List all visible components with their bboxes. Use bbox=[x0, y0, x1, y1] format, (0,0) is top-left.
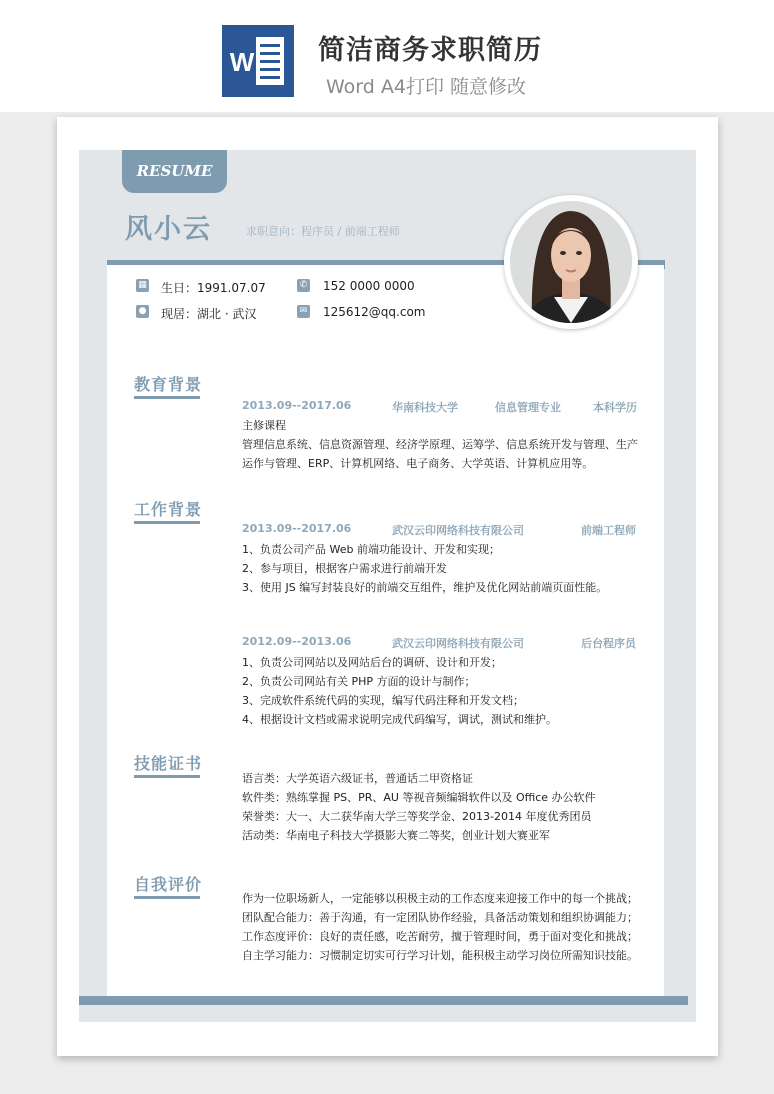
job-1-duty-2: 2、参与项目，根据客户需求进行前端开发 bbox=[242, 562, 447, 575]
calendar-icon: ▦ bbox=[136, 279, 149, 292]
education-school: 华南科技大学 bbox=[392, 401, 458, 414]
education-title: 教育背景 bbox=[134, 375, 203, 394]
self-eval-item: 工作态度评价：良好的责任感，吃苦耐劳，擅于管理时间，勇于面对变化和挑战； bbox=[242, 930, 638, 943]
location-text: 现居：湖北 · 武汉 bbox=[161, 307, 257, 321]
portrait-image bbox=[510, 201, 632, 323]
resume-tab: RESUME bbox=[122, 150, 227, 193]
self-eval-title: 自我评价 bbox=[134, 875, 203, 894]
phone-icon: ✆ bbox=[297, 279, 310, 292]
location-pin-icon: ● bbox=[136, 305, 149, 318]
education-period: 2013.09--2017.06 bbox=[242, 399, 352, 412]
phone-text: 152 0000 0000 bbox=[323, 279, 415, 293]
email-icon: ✉ bbox=[297, 305, 310, 318]
skills-title: 技能证书 bbox=[134, 754, 203, 773]
courses-line-2: 运作与管理、ERP、计算机网络、电子商务、大学英语、计算机应用等。 bbox=[242, 457, 594, 470]
job-1-period: 2013.09--2017.06 bbox=[242, 522, 352, 535]
job-2-period: 2012.09--2013.06 bbox=[242, 635, 352, 648]
job-2-duty-1: 1、负责公司网站以及网站后台的调研、设计和开发； bbox=[242, 656, 502, 669]
header-subtitle: Word A4打印 随意修改 bbox=[326, 76, 527, 98]
job-2-duty-4: 4、根据设计文档或需求说明完成代码编写，调试，测试和维护。 bbox=[242, 713, 557, 726]
work-underline bbox=[134, 521, 200, 524]
skills-underline bbox=[134, 775, 200, 778]
education-underline bbox=[134, 396, 200, 399]
self-eval-item: 作为一位职场新人，一定能够以积极主动的工作态度来迎接工作中的每一个挑战； bbox=[242, 892, 638, 905]
email-text: 125612@qq.com bbox=[323, 305, 426, 319]
self-eval-item: 团队配合能力：善于沟通，有一定团队协作经验，具备活动策划和组织协调能力； bbox=[242, 911, 638, 924]
job-2-role: 后台程序员 bbox=[581, 637, 636, 650]
birthday-text: 生日：1991.07.07 bbox=[161, 281, 266, 295]
job-1-duty-3: 3、使用 JS 编写封装良好的前端交互组件，维护及优化网站前端页面性能。 bbox=[242, 581, 608, 594]
skill-item: 语言类：大学英语六级证书，普通话二甲资格证 bbox=[242, 772, 473, 785]
profile-photo bbox=[504, 195, 638, 329]
skill-item: 荣誉类：大一、大二获华南大学三等奖学金、2013-2014 年度优秀团员 bbox=[242, 810, 592, 823]
candidate-name: 风小云 bbox=[125, 214, 212, 245]
self-eval-item: 自主学习能力：习惯制定切实可行学习计划，能积极主动学习岗位所需知识技能。 bbox=[242, 949, 638, 962]
course-label: 主修课程 bbox=[242, 419, 286, 432]
job-1-company: 武汉云印网络科技有限公司 bbox=[392, 524, 524, 537]
resume-page bbox=[57, 117, 718, 1056]
resume-panel bbox=[79, 150, 696, 1022]
job-2-duty-2: 2、负责公司网站有关 PHP 方面的设计与制作； bbox=[242, 675, 476, 688]
work-title: 工作背景 bbox=[134, 500, 203, 519]
education-major: 信息管理专业 bbox=[495, 401, 561, 414]
job-2-duty-3: 3、完成软件系统代码的实现，编写代码注释和开发文档； bbox=[242, 694, 524, 707]
education-degree: 本科学历 bbox=[593, 401, 637, 414]
word-icon bbox=[222, 25, 294, 97]
job-1-role: 前端工程师 bbox=[581, 524, 636, 537]
word-icon-letter: W bbox=[229, 47, 255, 77]
job-intent: 求职意向：程序员 / 前端工程师 bbox=[246, 225, 400, 238]
bottom-divider-bar bbox=[79, 996, 688, 1005]
job-2-company: 武汉云印网络科技有限公司 bbox=[392, 637, 524, 650]
skill-item: 软件类：熟练掌握 PS、PR、AU 等视音频编辑软件以及 Office 办公软件 bbox=[242, 791, 596, 804]
resume-content-card bbox=[107, 265, 664, 997]
job-1-duty-1: 1、负责公司产品 Web 前端功能设计、开发和实现； bbox=[242, 543, 500, 556]
skill-item: 活动类：华南电子科技大学摄影大赛二等奖，创业计划大赛亚军 bbox=[242, 829, 550, 842]
courses-line-1: 管理信息系统、信息资源管理、经济学原理、运筹学、信息系统开发与管理、生产 bbox=[242, 438, 638, 451]
header-title: 简洁商务求职简历 bbox=[318, 35, 542, 66]
self-eval-underline bbox=[134, 896, 200, 899]
page-header bbox=[0, 0, 774, 112]
